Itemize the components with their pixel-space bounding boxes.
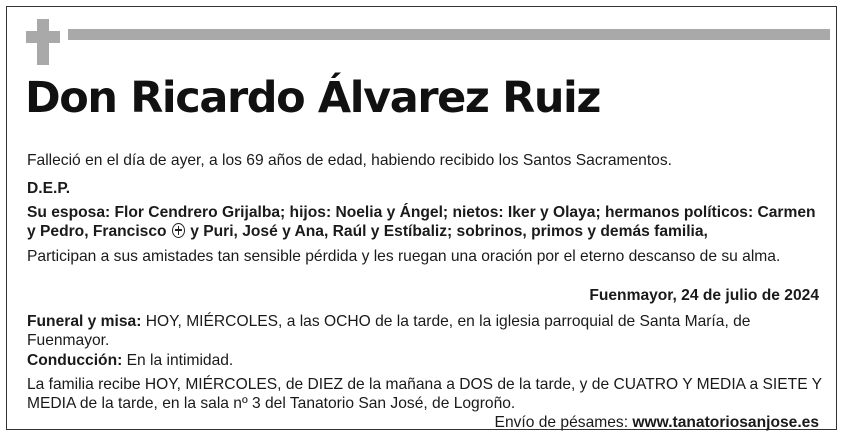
funeral-label: Funeral y misa:: [27, 313, 142, 330]
obituary-notice: [6, 6, 837, 430]
cross-icon: [26, 19, 60, 65]
header-rule: [68, 29, 830, 40]
family-list-part1: Su esposa: Flor Cendrero Grijalba; hijos: Noelia y Ángel; nietos: Iker y Olaya; hermanos políticos: Carmen y Pedro, Francisco: [27, 204, 816, 240]
place-date: Fuenmayor, 24 de julio de 2024: [589, 287, 819, 304]
encircled-cross-icon: [172, 223, 185, 238]
intro-text: Falleció en el día de ayer, a los 69 años de edad, habiendo recibido los Santos Sacramentos.: [27, 152, 672, 169]
family-list: [27, 203, 824, 241]
conduccion-info: [27, 351, 824, 370]
conduccion-text: En la intimidad.: [126, 352, 234, 369]
condolences-label: Envío de pésames:: [494, 414, 629, 431]
funeral-text: HOY, MIÉRCOLES, a las OCHO de la tarde, en la iglesia parroquial de Santa María, de Fuenmayor.: [27, 313, 751, 349]
condolences-website-link[interactable]: www.tanatoriosanjose.es: [632, 414, 819, 431]
funeral-info: [27, 312, 756, 350]
family-list-part2: y Puri, José y Ana, Raúl y Estíbaliz; sobrinos, primos y demás familia,: [190, 223, 708, 240]
condolences-line: [27, 413, 819, 432]
deceased-name: Don Ricardo Álvarez Ruiz: [25, 73, 600, 123]
dep-text: D.E.P.: [27, 180, 71, 197]
conduccion-label: Conducción:: [27, 352, 123, 369]
visiting-info: La familia recibe HOY, MIÉRCOLES, de DIEZ de la mañana a DOS de la tarde, y de CUATRO Y MEDIA a SIETE Y MEDIA de la tarde, en la sala nº 3 del Tanatorio San José, de Logroño.: [27, 376, 822, 412]
participation-text: Participan a sus amistades tan sensible pérdida y les ruegan una oración por el eterno descanso de su alma.: [27, 248, 781, 265]
